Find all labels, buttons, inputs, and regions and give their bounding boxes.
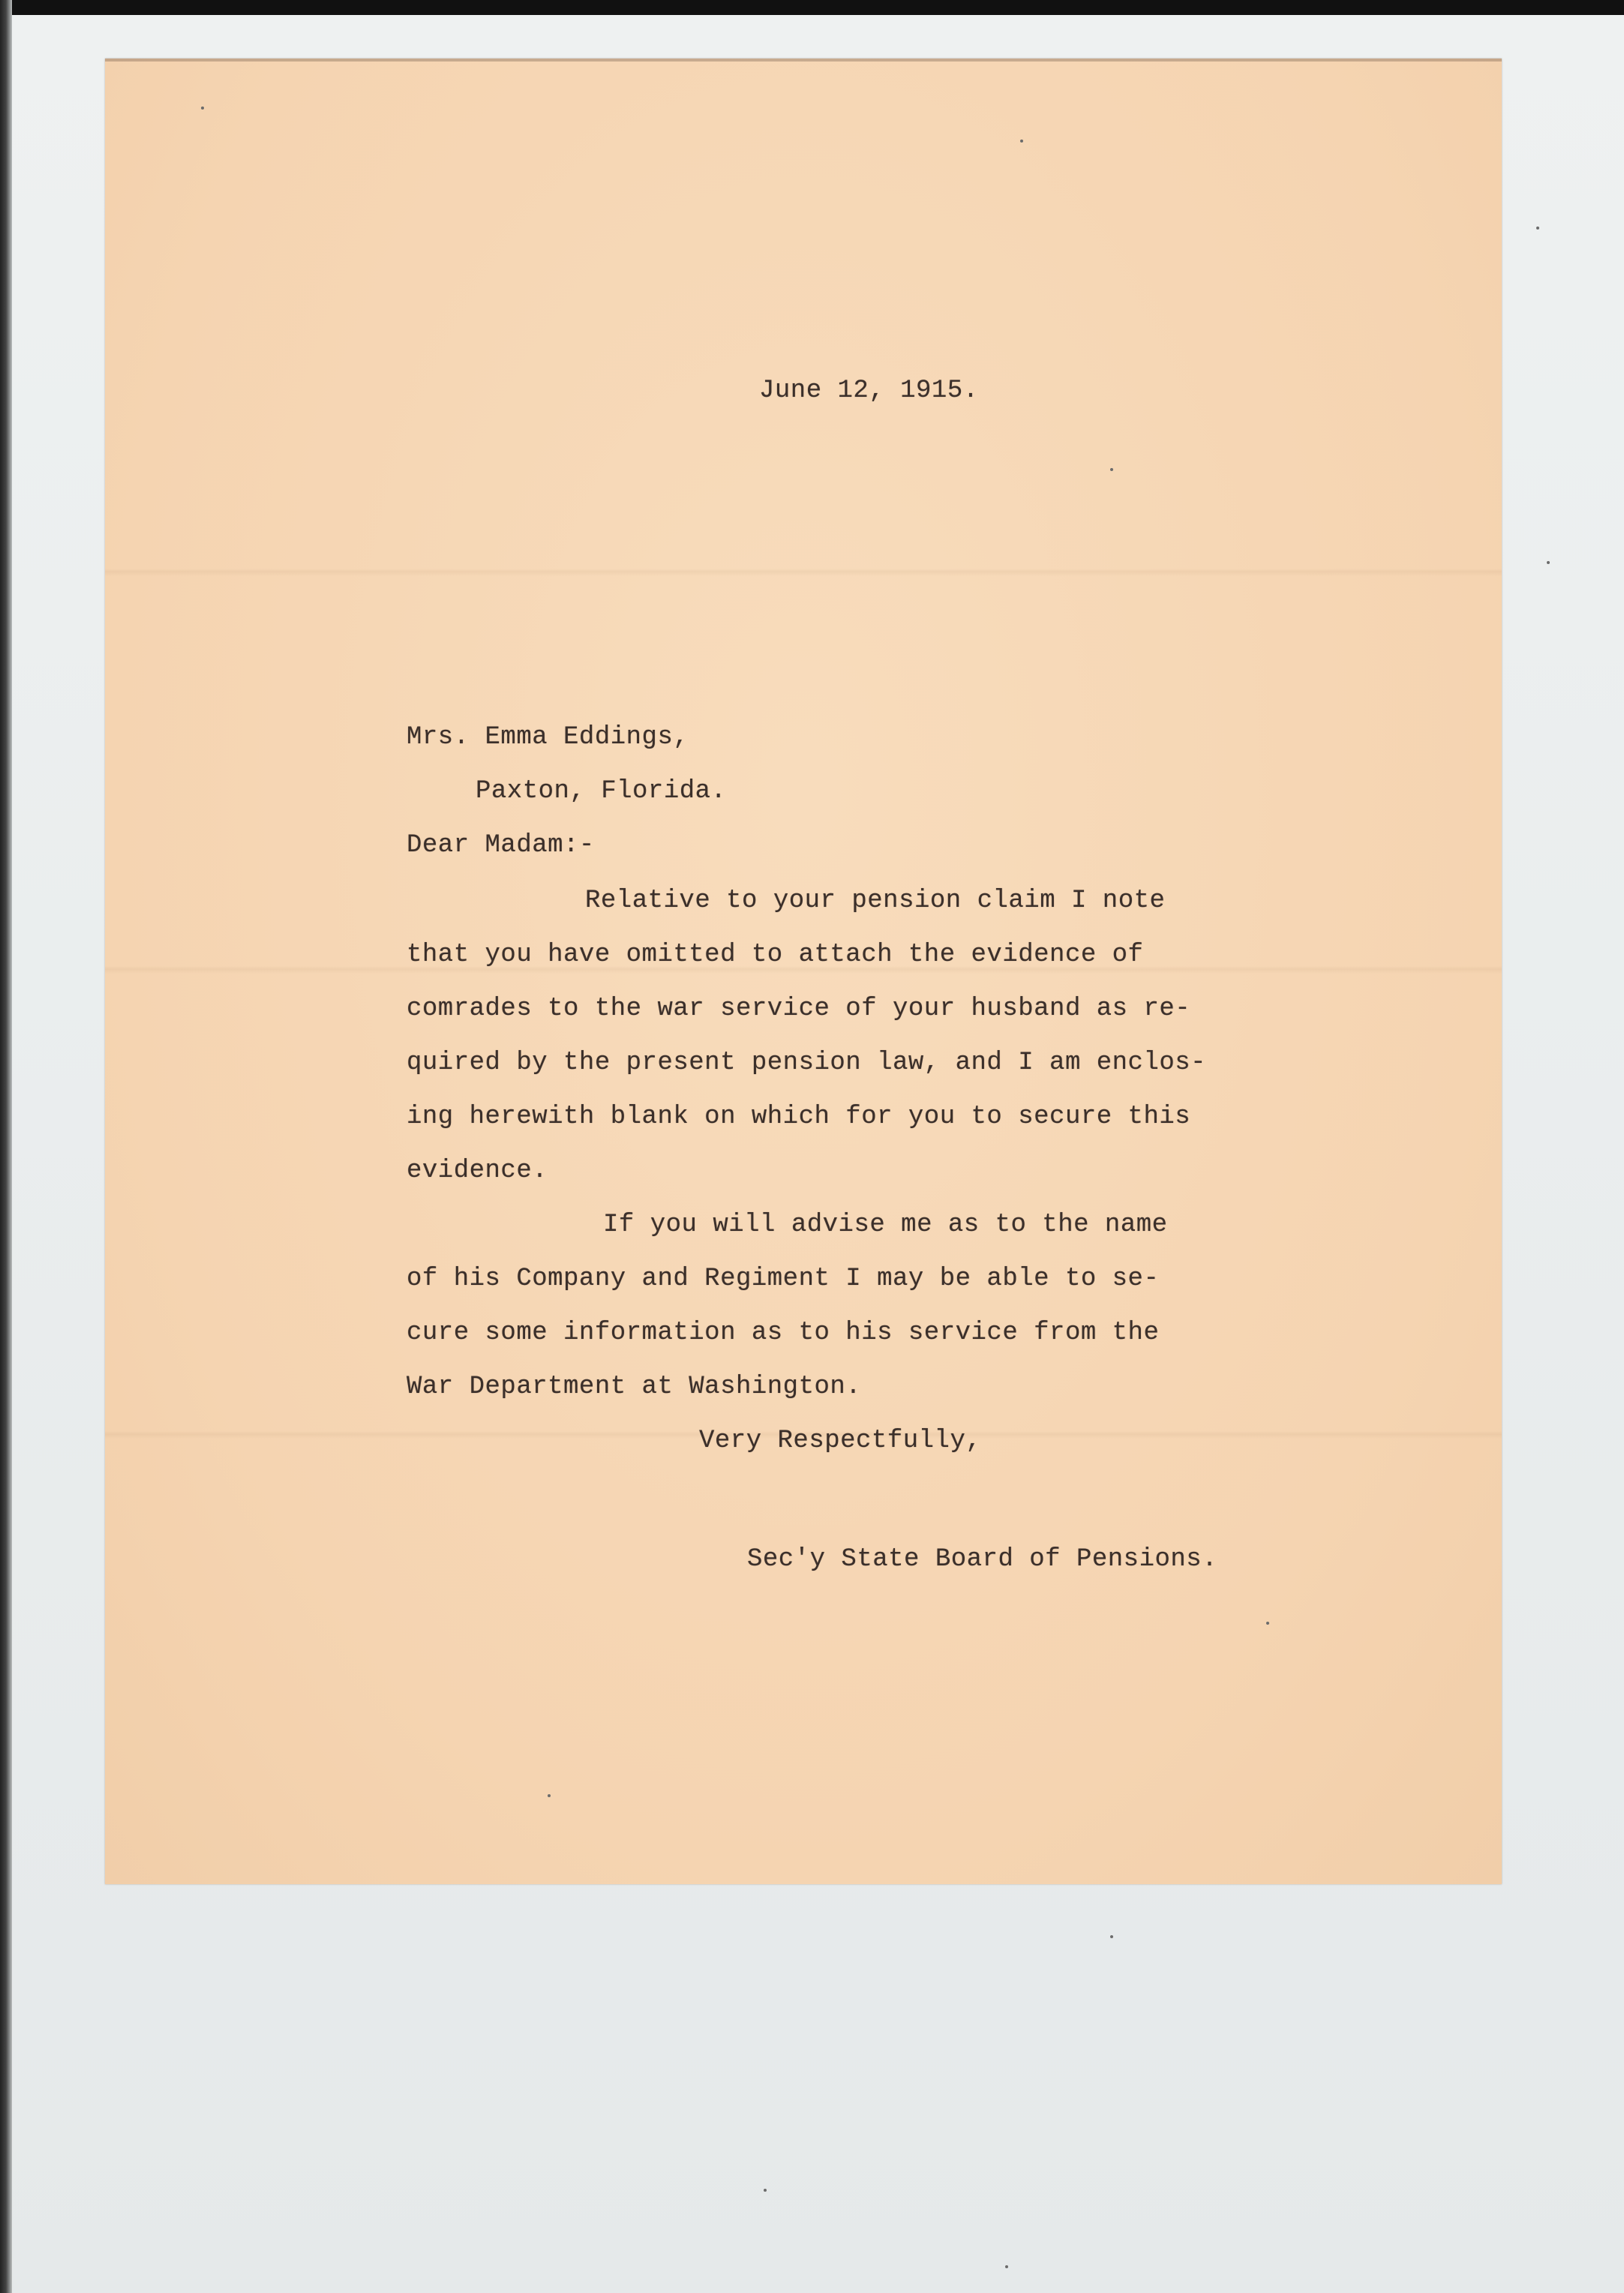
scanner-top-border bbox=[0, 0, 1624, 15]
paragraph-2-line: of his Company and Regiment I may be able to se- bbox=[407, 1265, 1160, 1293]
addressee-location: Paxton, Florida. bbox=[476, 777, 727, 806]
paper-speck bbox=[548, 1794, 551, 1797]
paragraph-1-line: quired by the present pension law, and I am enclos- bbox=[407, 1049, 1207, 1077]
paper-speck bbox=[1020, 140, 1023, 143]
paragraph-2-line: War Department at Washington. bbox=[407, 1373, 862, 1401]
paragraph-1-line: evidence. bbox=[407, 1157, 548, 1185]
letter-date: June 12, 1915. bbox=[759, 377, 979, 405]
scan-speck bbox=[1547, 561, 1550, 564]
paragraph-2-line: If you will advise me as to the name bbox=[603, 1211, 1168, 1239]
paragraph-2-line: cure some information as to his service from the bbox=[407, 1319, 1160, 1347]
scan-speck bbox=[1536, 227, 1539, 230]
paragraph-1-line: Relative to your pension claim I note bbox=[585, 887, 1166, 915]
scan-speck bbox=[764, 2189, 767, 2192]
scan-speck bbox=[1005, 2265, 1008, 2268]
paper-speck bbox=[201, 107, 204, 110]
paragraph-1-line: ing herewith blank on which for you to secure this bbox=[407, 1103, 1191, 1131]
signature-title: Sec'y State Board of Pensions. bbox=[747, 1545, 1218, 1574]
scanner-left-border bbox=[0, 0, 12, 2293]
paragraph-1-line: that you have omitted to attach the evidence of bbox=[407, 941, 1144, 969]
addressee-name: Mrs. Emma Eddings, bbox=[407, 723, 689, 752]
letter-page bbox=[105, 59, 1502, 1884]
paper-top-edge bbox=[105, 59, 1502, 62]
paragraph-1-line: comrades to the war service of your husband as re- bbox=[407, 995, 1191, 1023]
scan-speck bbox=[1110, 1935, 1113, 1938]
paper-speck bbox=[1110, 468, 1113, 471]
closing: Very Respectfully, bbox=[699, 1427, 982, 1455]
paper-speck bbox=[1266, 1622, 1269, 1625]
salutation: Dear Madam:- bbox=[407, 831, 595, 860]
